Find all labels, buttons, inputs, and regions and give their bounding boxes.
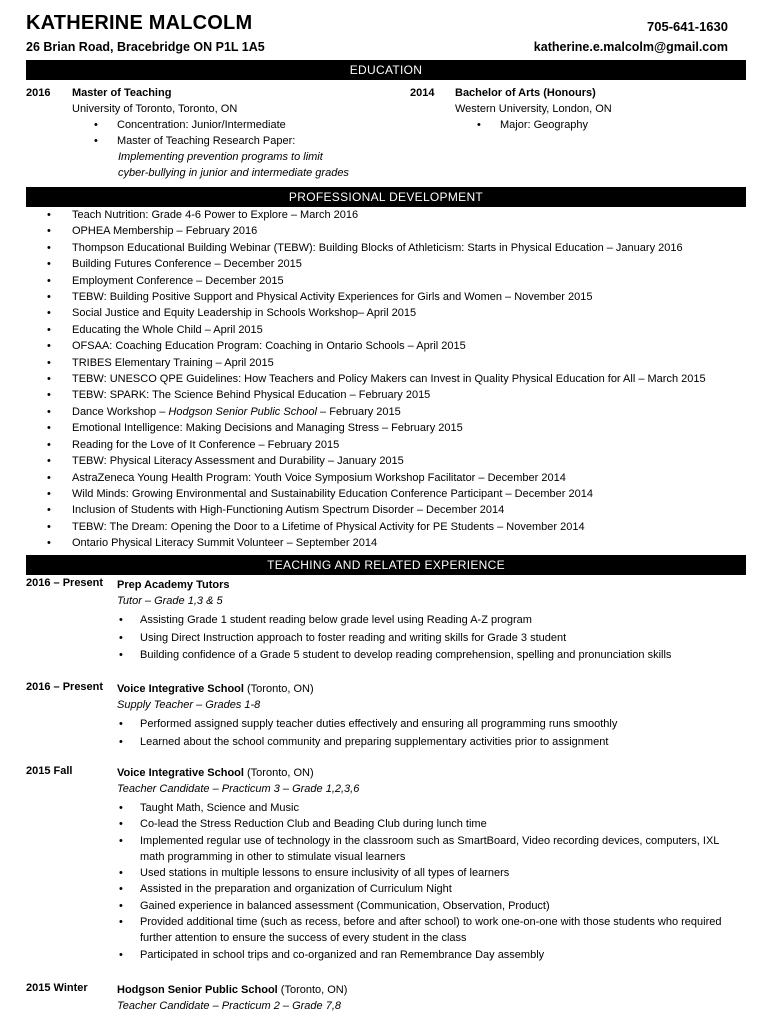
education-bullet: • Major: Geography	[455, 117, 745, 133]
job-dates: 2016 – Present	[26, 577, 104, 589]
education-year: 2016	[26, 87, 51, 99]
list-item: • TEBW: UNESCO QPE Guidelines: How Teachers and Policy Makers can Invest in Quality Physical Education for All – March 2015	[26, 371, 746, 387]
research-paper-line: cyber-bullying in junior and intermediate grades	[118, 167, 349, 179]
job-organization	[117, 982, 737, 998]
list-item: • Co-lead the Stress Reduction Club and Beading Club during lunch time	[117, 816, 737, 832]
list-item: • Learned about the school community and preparing supplementary activities prior to assignment	[117, 734, 737, 752]
list-item: • TRIBES Elementary Training – April 2015	[26, 355, 746, 371]
professional-development-section-bar: PROFESSIONAL DEVELOPMENT	[26, 187, 746, 207]
job-role: Tutor – Grade 1,3 & 5	[117, 595, 223, 607]
job-organization	[117, 681, 737, 697]
job-role: Teacher Candidate – Practicum 2 – Grade 7,8	[117, 1000, 342, 1012]
list-item: • Emotional Intelligence: Making Decisions and Managing Stress – February 2015	[26, 420, 746, 436]
list-item: • Thompson Educational Building Webinar (TEBW): Building Blocks of Athleticism: Starts in Physical Education – January 2016	[26, 240, 746, 256]
job-dates: 2015 Fall	[26, 765, 73, 777]
list-item: • Performed assigned supply teacher duties effectively and ensuring all programming runs smoothly	[117, 716, 737, 734]
education-bullet: • Master of Teaching Research Paper:	[72, 133, 402, 149]
list-item: • Assisting Grade 1 student reading below grade level using Reading A-Z program	[117, 612, 737, 630]
list-item: • Taught Math, Science and Music	[117, 800, 737, 816]
list-item: • Wild Minds: Growing Environmental and Sustainability Education Conference Participant – December 2014	[26, 486, 746, 502]
phone-number: 705-641-1630	[647, 19, 728, 34]
school-name: University of Toronto, Toronto, ON	[72, 103, 238, 115]
list-item: • TEBW: SPARK: The Science Behind Physical Education – February 2015	[26, 387, 746, 403]
education-entry	[72, 85, 402, 181]
professional-development-list	[26, 207, 746, 552]
organization-location: (Toronto, ON)	[243, 767, 314, 779]
list-item: • Using Direct Instruction approach to foster reading and writing skills for Grade 3 student	[117, 630, 737, 648]
list-item: • Implemented regular use of technology in the classroom such as SmartBoard, Video recording devices, computers, IXL math programming in other to stimulate visual learners	[117, 833, 737, 866]
list-item: • TEBW: The Dream: Opening the Door to a Lifetime of Physical Activity for PE Students – November 2014	[26, 519, 746, 535]
organization-name: Voice Integrative School	[117, 683, 244, 695]
education-section-bar: EDUCATION	[26, 60, 746, 80]
organization-name: Prep Academy Tutors	[117, 579, 230, 591]
list-item: • TEBW: Building Positive Support and Physical Activity Experiences for Girls and Women – November 2015	[26, 289, 746, 305]
job-bullets	[117, 612, 737, 665]
job-bullets	[117, 800, 737, 963]
list-item: • TEBW: Physical Literacy Assessment and Durability – January 2015	[26, 453, 746, 469]
organization-location: (Toronto, ON)	[277, 984, 348, 996]
list-item: • Ontario Physical Literacy Summit Volunteer – September 2014	[26, 535, 746, 551]
job-organization	[117, 577, 737, 593]
list-item: • Teach Nutrition: Grade 4-6 Power to Explore – March 2016	[26, 207, 746, 223]
job-dates: 2015 Winter	[26, 982, 88, 994]
list-item: • Social Justice and Equity Leadership in Schools Workshop– April 2015	[26, 305, 746, 321]
list-item: • Building confidence of a Grade 5 student to develop reading comprehension, spelling and pronunciation skills	[117, 647, 737, 665]
list-item: • Building Futures Conference – December 2015	[26, 256, 746, 272]
degree-name: Bachelor of Arts (Honours)	[455, 87, 596, 99]
workshop-date: – February 2015	[317, 405, 401, 418]
list-item: • AstraZeneca Young Health Program: Youth Voice Symposium Workshop Facilitator – December 2014	[26, 470, 746, 486]
list-item: • Participated in school trips and co-organized and ran Remembrance Day assembly	[117, 947, 737, 963]
organization-name: Voice Integrative School	[117, 767, 244, 779]
list-item: • Employment Conference – December 2015	[26, 273, 746, 289]
job-role: Teacher Candidate – Practicum 3 – Grade 1,2,3,6	[117, 783, 360, 795]
mailing-address: 26 Brian Road, Bracebridge ON P1L 1A5	[26, 40, 265, 54]
degree-name: Master of Teaching	[72, 87, 172, 99]
list-item: • Provided additional time (such as recess, before and after school) to work one-on-one with those students who required further attention to ensure the success of every student in the class	[117, 914, 737, 947]
list-item-text: Dance Workshop –	[72, 405, 169, 418]
list-item: • OPHEA Membership – February 2016	[26, 223, 746, 239]
candidate-name: KATHERINE MALCOLM	[26, 12, 253, 34]
job-organization	[117, 765, 737, 781]
list-item: • Gained experience in balanced assessment (Communication, Observation, Product)	[117, 898, 737, 914]
email-address[interactable]: katherine.e.malcolm@gmail.com	[533, 40, 728, 54]
list-item: • Inclusion of Students with High-Functioning Autism Spectrum Disorder – December 2014	[26, 502, 746, 518]
organization-location: (Toronto, ON)	[243, 683, 314, 695]
list-item: • Reading for the Love of It Conference – February 2015	[26, 437, 746, 453]
research-paper-line: Implementing prevention programs to limit	[118, 151, 323, 163]
job-bullets	[117, 716, 737, 751]
list-item: • Assisted in the preparation and organization of Curriculum Night	[117, 881, 737, 897]
education-year: 2014	[410, 87, 435, 99]
list-item: • Educating the Whole Child – April 2015	[26, 322, 746, 338]
list-item	[26, 404, 746, 420]
teaching-section-bar: TEACHING AND RELATED EXPERIENCE	[26, 555, 746, 575]
workshop-school: Hodgson Senior Public School	[168, 405, 317, 418]
education-entry	[455, 85, 745, 133]
job-role: Supply Teacher – Grades 1-8	[117, 699, 261, 711]
list-item: • OFSAA: Coaching Education Program: Coaching in Ontario Schools – April 2015	[26, 338, 746, 354]
organization-name: Hodgson Senior Public School	[117, 984, 278, 996]
job-dates: 2016 – Present	[26, 681, 104, 693]
list-item: • Used stations in multiple lessons to ensure inclusivity of all types of learners	[117, 865, 737, 881]
school-name: Western University, London, ON	[455, 103, 612, 115]
education-bullet: • Concentration: Junior/Intermediate	[72, 117, 402, 133]
